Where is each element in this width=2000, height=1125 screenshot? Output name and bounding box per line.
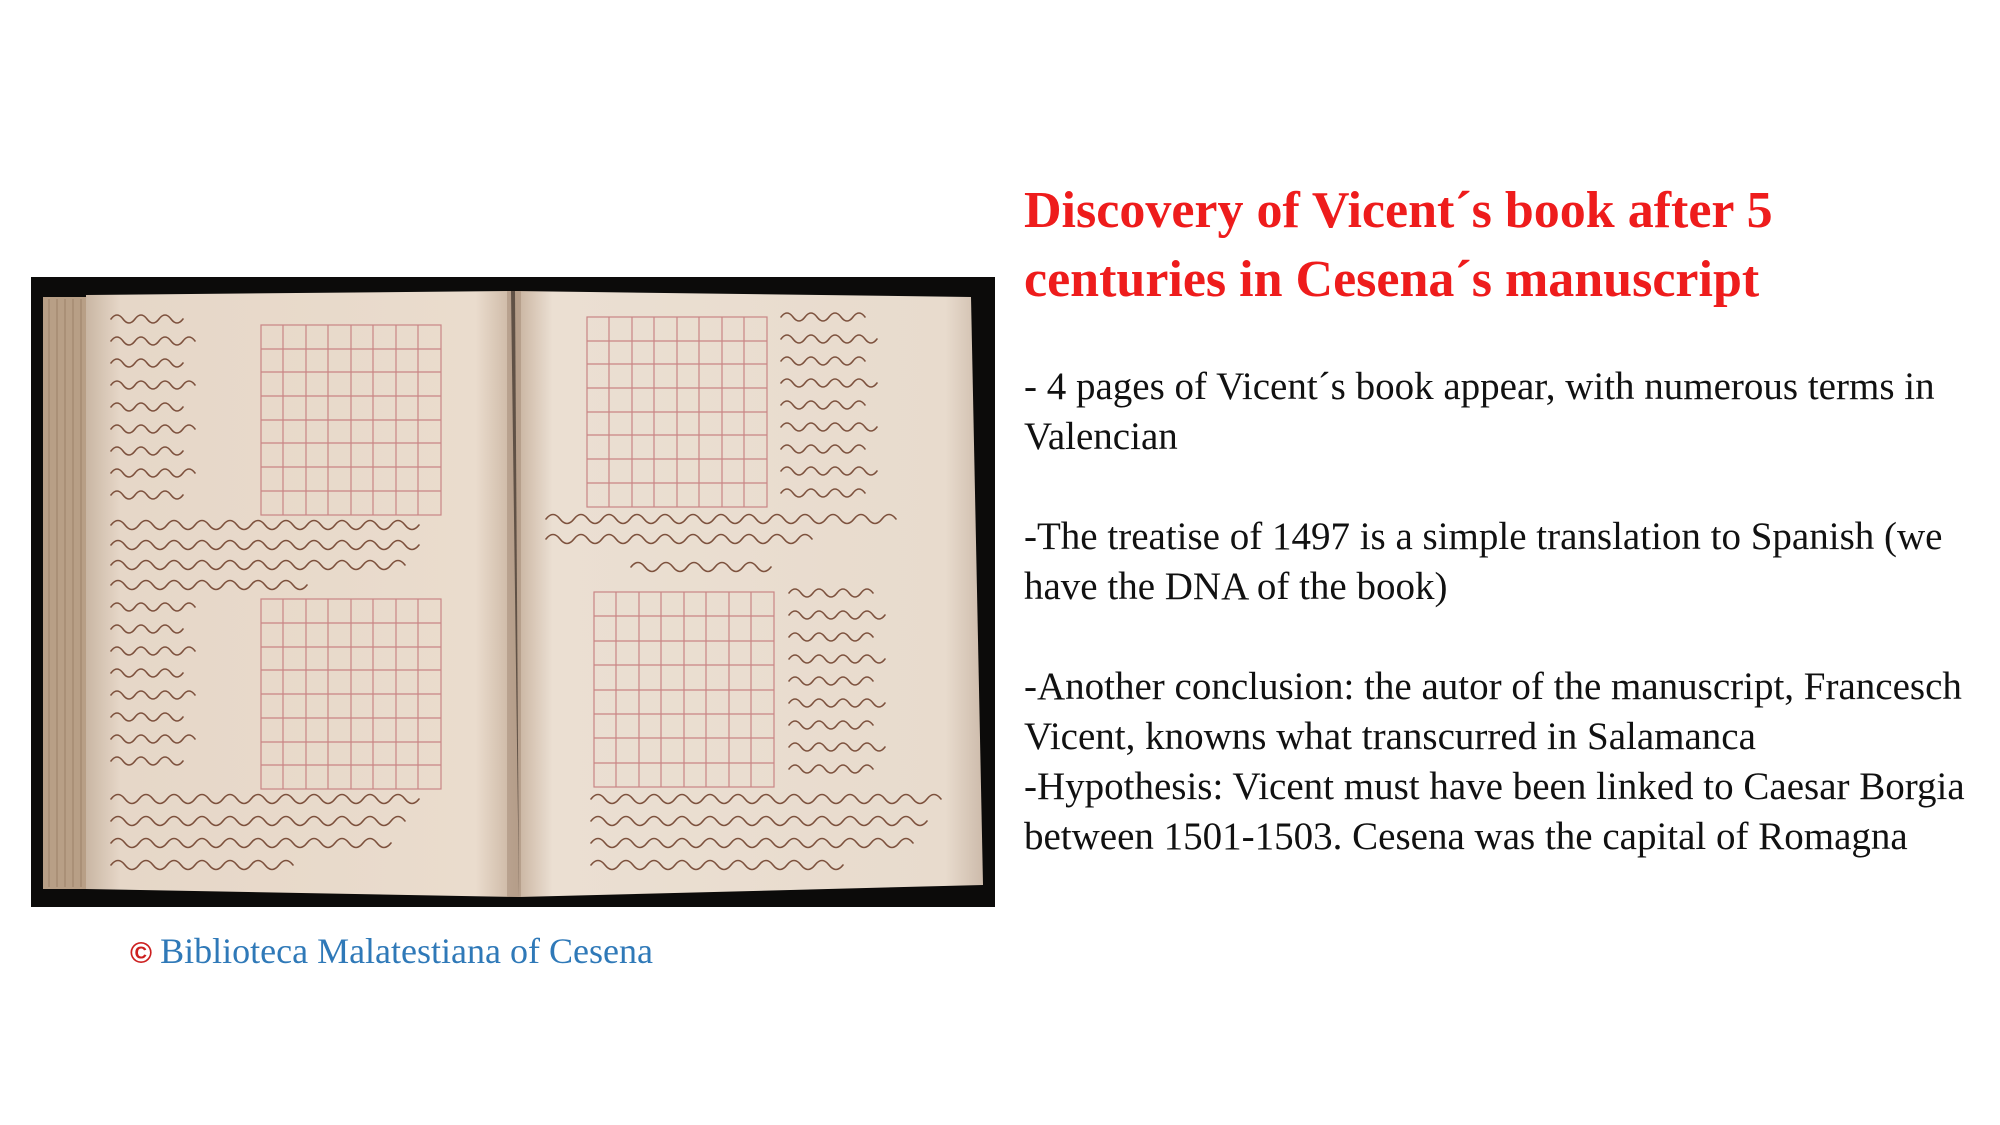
bullet-list <box>1024 362 1974 862</box>
bullet-item: - 4 pages of Vicent´s book appear, with numerous terms in Valencian <box>1024 365 1935 458</box>
manuscript-photo <box>31 277 995 907</box>
bullet-item: -Hypothesis: Vicent must have been linked to Caesar Borgia between 1501-1503. Cesena was the capital of Romagna <box>1024 765 1965 858</box>
image-credit <box>130 930 653 972</box>
copyright-icon: © <box>130 937 153 970</box>
credit-text: Biblioteca Malatestiana of Cesena <box>160 931 653 971</box>
manuscript-image <box>31 277 995 907</box>
slide-title: Discovery of Vicent´s book after 5 centuries in Cesena´s manuscript <box>1024 182 1773 308</box>
bullet-item: -Another conclusion: the autor of the manuscript, Francesch Vicent, knowns what transcurred in Salamanca <box>1024 665 1962 758</box>
bullet-item: -The treatise of 1497 is a simple translation to Spanish (we have the DNA of the book) <box>1024 515 1943 608</box>
